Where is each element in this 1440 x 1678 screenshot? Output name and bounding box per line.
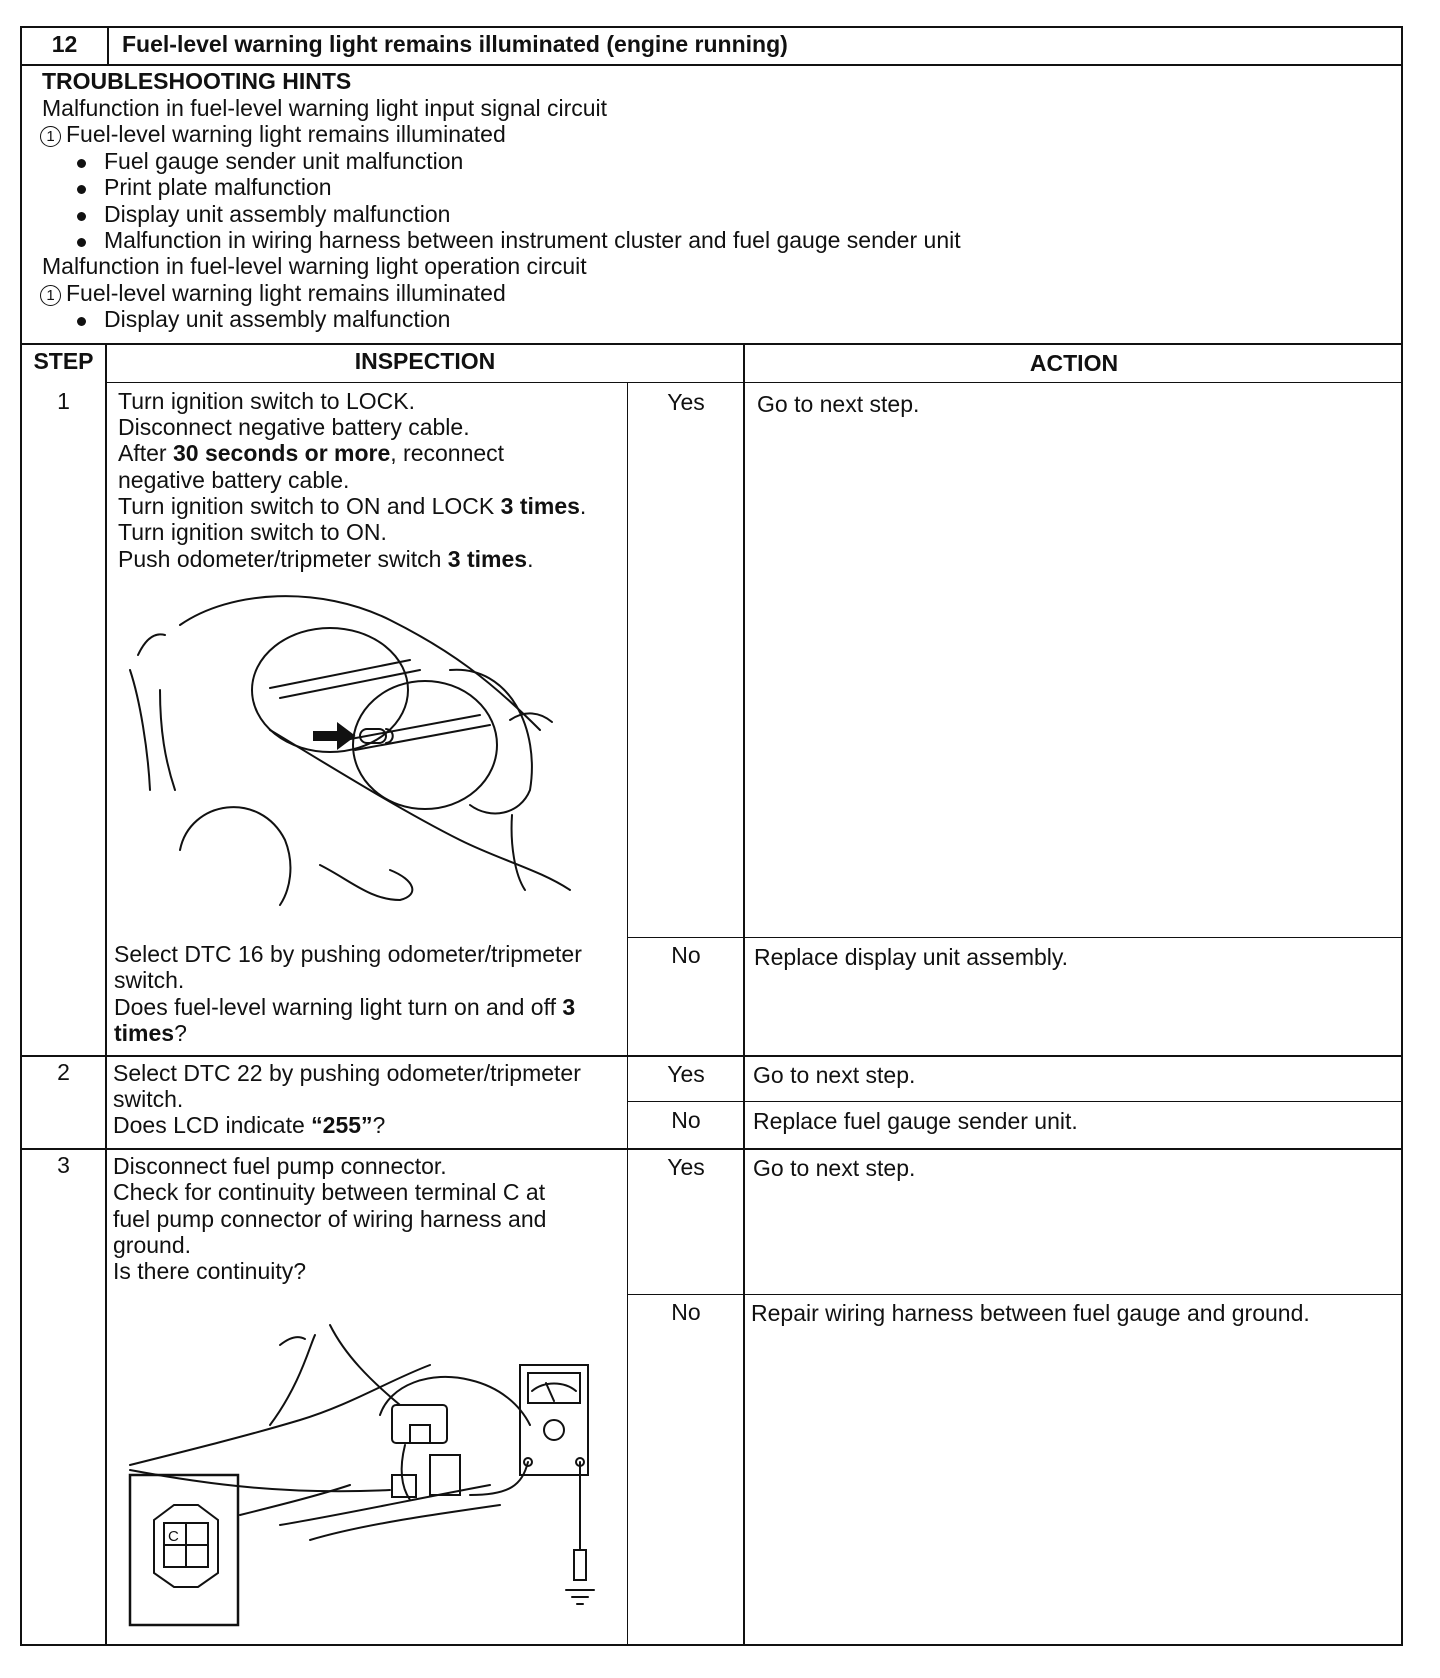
step3-inspection-line: Is there continuity? <box>113 1258 307 1284</box>
body-panel-line <box>130 1365 430 1465</box>
hints-cause: Fuel gauge sender unit malfunction <box>104 148 464 174</box>
answer-yes: Yes <box>667 1154 705 1180</box>
rule-step-col <box>105 343 107 1646</box>
action-text: Replace fuel gauge sender unit. <box>753 1108 1078 1134</box>
procedure-title: Fuel-level warning light remains illuminated (engine running) <box>122 31 788 57</box>
step1-inspection-line: negative battery cable. <box>118 467 350 493</box>
step2-inspection-line: Select DTC 22 by pushing odometer/tripmeter <box>113 1060 581 1086</box>
step3-inspection-line: Disconnect fuel pump connector. <box>113 1153 447 1179</box>
answer-no: No <box>671 1107 701 1133</box>
step1-inspection-line: Select DTC 16 by pushing odometer/tripmeter <box>114 941 582 967</box>
visor-line <box>280 670 420 698</box>
step1-inspection-line: After 30 seconds or more, reconnect <box>118 440 505 466</box>
step1-inspection-line: Push odometer/tripmeter switch 3 times. <box>118 546 534 572</box>
body-panel-line <box>330 1325 400 1405</box>
step2-inspection-line: Does LCD indicate “255”? <box>113 1112 386 1138</box>
meter-needle <box>546 1383 554 1401</box>
hints-cause: Display unit assembly malfunction <box>104 306 451 332</box>
rule-under-title <box>20 64 1403 66</box>
hints-section1-title: Malfunction in fuel-level warning light input signal circuit <box>42 95 608 121</box>
step-number: 3 <box>57 1152 70 1178</box>
hints-heading: TROUBLESHOOTING HINTS <box>42 68 352 94</box>
step1-inspection-line: Disconnect negative battery cable. <box>118 414 470 440</box>
column-header-inspection: INSPECTION <box>354 348 496 374</box>
body-panel-line <box>270 1335 315 1425</box>
answer-yes: Yes <box>667 389 705 415</box>
probe-tip <box>574 1550 586 1580</box>
rule-under-headers <box>107 382 1403 383</box>
rule-step1-end <box>20 1055 1403 1057</box>
meter-scale <box>532 1384 576 1392</box>
circled-number: 1 <box>40 285 61 306</box>
answer-no: No <box>671 1299 701 1325</box>
terminal-c-label: C <box>168 1528 179 1545</box>
step1-inspection-line: Turn ignition switch to ON. <box>118 519 387 545</box>
harness-loop <box>380 1377 530 1425</box>
dash-lower-line <box>160 690 175 790</box>
dash-left-line <box>130 670 150 790</box>
rule-answer-col <box>627 382 628 1646</box>
steering-wheel <box>180 807 290 905</box>
dash-bottom <box>270 730 570 890</box>
step-number: 2 <box>57 1059 70 1085</box>
answer-no: No <box>671 942 701 968</box>
continuity-test-illustration <box>130 1325 600 1625</box>
procedure-number: 12 <box>51 31 78 57</box>
action-text: Replace display unit assembly. <box>754 944 1069 970</box>
step1-inspection-line: Turn ignition switch to ON and LOCK 3 times. <box>118 493 587 519</box>
body-panel-line <box>310 1505 500 1540</box>
rule-title-num <box>107 26 109 64</box>
circled-number: 1 <box>40 126 61 147</box>
hints-section2-symptom: 1 Fuel-level warning light remains illuminated <box>40 280 506 307</box>
rule-step2-end <box>20 1148 1403 1150</box>
instrument-cluster-illustration <box>120 590 580 910</box>
arrow-icon <box>314 724 354 748</box>
answer-yes: Yes <box>667 1061 705 1087</box>
gauge-right <box>450 670 532 814</box>
column-header-action: ACTION <box>1029 350 1119 376</box>
ohm-icon <box>544 1420 564 1440</box>
bullet-icon <box>77 185 86 194</box>
visor-line <box>270 660 410 688</box>
gauge-middle <box>353 681 497 809</box>
step3-inspection-line: fuel pump connector of wiring harness and <box>113 1206 547 1232</box>
bracket <box>430 1455 460 1495</box>
step1-inspection-line: Does fuel-level warning light turn on and off 3 <box>114 994 576 1020</box>
connector-plug <box>410 1425 430 1443</box>
inset-box <box>130 1475 238 1625</box>
action-text: Go to next step. <box>757 391 920 417</box>
step1-inspection-line: Turn ignition switch to LOCK. <box>118 388 415 414</box>
harness-lead <box>402 1445 410 1500</box>
bullet-icon <box>77 212 86 221</box>
step1-inspection-line: switch. <box>114 967 185 993</box>
hints-cause: Malfunction in wiring harness between instrument cluster and fuel gauge sender unit <box>104 227 961 253</box>
step-number: 1 <box>57 388 70 414</box>
step2-inspection-line: switch. <box>113 1086 184 1112</box>
bullet-icon <box>77 238 86 247</box>
action-text: Go to next step. <box>753 1155 916 1181</box>
body-panel-line <box>130 1470 390 1491</box>
hints-section2-title: Malfunction in fuel-level warning light operation circuit <box>42 253 587 279</box>
column-header-step: STEP <box>33 348 94 374</box>
step3-inspection-line: Check for continuity between terminal C at <box>113 1179 546 1205</box>
action-text: Repair wiring harness between fuel gauge and ground. <box>751 1300 1310 1326</box>
hand-outline <box>320 865 412 900</box>
bullet-icon <box>77 159 86 168</box>
dash-left-edge <box>138 634 165 655</box>
step3-inspection-line: ground. <box>113 1232 192 1258</box>
rule-action-col <box>743 343 745 1646</box>
hints-section1-symptom: 1 Fuel-level warning light remains illuminated <box>40 121 506 148</box>
visor-line <box>345 715 480 740</box>
step1-inspection-line: times? <box>114 1020 187 1046</box>
action-text: Go to next step. <box>753 1062 916 1088</box>
rule-under-hints <box>20 343 1403 345</box>
hints-cause: Print plate malfunction <box>104 174 332 200</box>
bullet-icon <box>77 317 86 326</box>
hints-cause: Display unit assembly malfunction <box>104 201 451 227</box>
wire-line <box>512 815 525 890</box>
body-panel-line <box>280 1337 305 1345</box>
